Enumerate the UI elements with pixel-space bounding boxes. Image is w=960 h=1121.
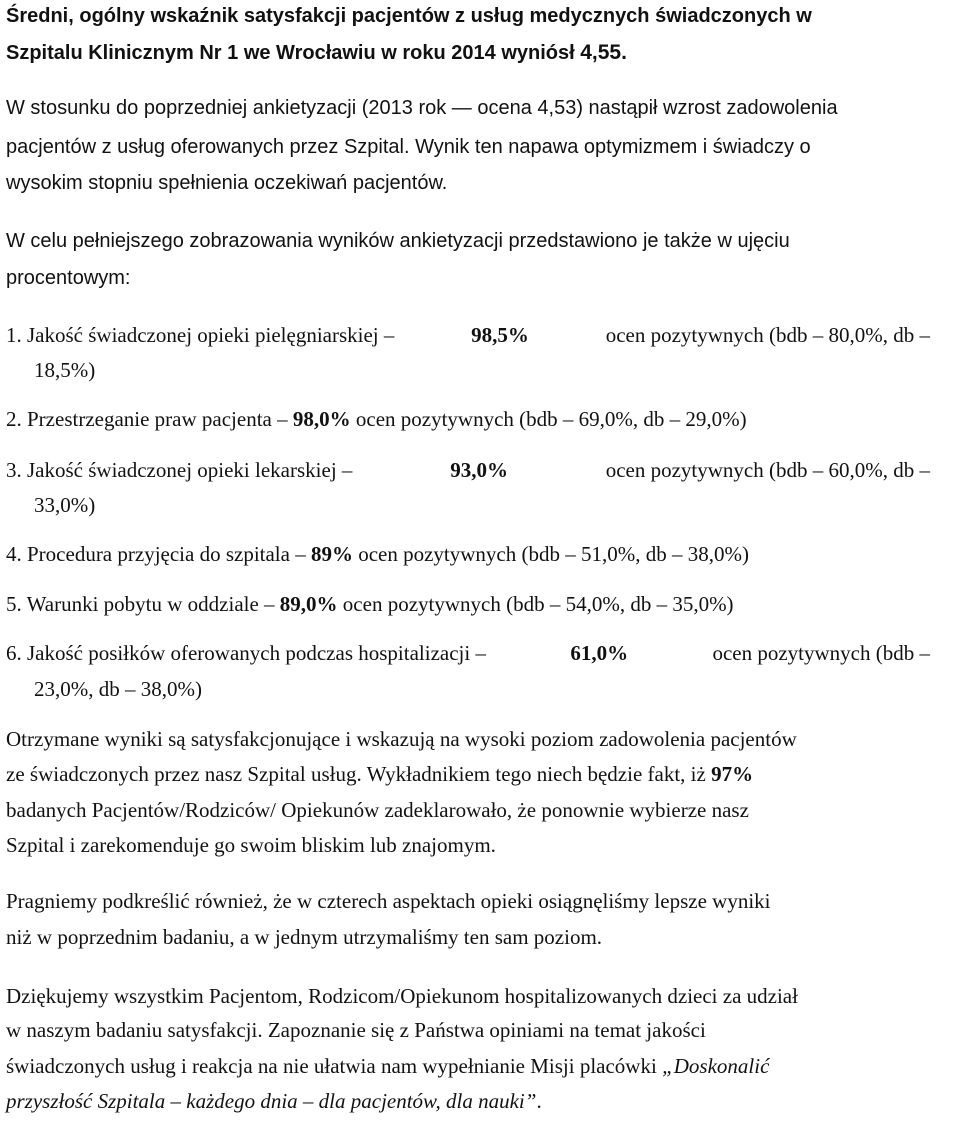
results-line-1: Otrzymane wyniki są satysfakcjonujące i wskazują na wysoki poziom zadowolenia pacjentów: [6, 727, 797, 751]
list-item-3-tail: ocen pozytywnych (bdb – 60,0%, db –: [605, 458, 930, 482]
list-item-6-value: 61,0%: [570, 641, 629, 665]
emphasis-line-1: Pragniemy podkreślić również, że w czterech aspektach opieki osiągnęliśmy lepsze wyniki: [6, 889, 771, 913]
list-item-6-continuation: 23,0%, db – 38,0%): [34, 677, 202, 701]
list-item-6: [6, 638, 930, 668]
thanks-line-3: [6, 1051, 769, 1081]
list-item-3-continuation: 33,0%): [34, 493, 96, 517]
list-item-4-value: 89%: [310, 542, 353, 566]
comparison-line-2: pacjentów z usług oferowanych przez Szpital. Wynik ten napawa optymizmem i świadczy o: [6, 136, 811, 158]
emphasis-line-2: niż w poprzednim badaniu, a w jednym utrzymaliśmy ten sam poziom.: [6, 925, 603, 949]
list-item-2-lead: 2. Przestrzeganie praw pacjenta –: [6, 407, 288, 431]
mission-quote-end: przyszłość Szpitala – każdego dnia – dla pacjentów, dla nauki”: [6, 1089, 537, 1113]
list-item-6-lead: 6. Jakość posiłków oferowanych podczas hospitalizacji –: [6, 641, 486, 665]
results-text: ze świadczonych przez nasz Szpital usług. Wykładnikiem tego niech będzie fakt, iż: [6, 762, 712, 786]
list-item-1-continuation: 18,5%): [34, 358, 96, 382]
list-item-1: [6, 320, 930, 350]
list-item-3-value: 93,0%: [450, 458, 508, 482]
final-period: .: [536, 1089, 542, 1113]
list-item-5-tail: ocen pozytywnych (bdb – 54,0%, db – 35,0%): [342, 592, 734, 616]
percent-intro-line-1: W celu pełniejszego zobrazowania wyników ankietyzacji przedstawiono je także w ujęciu: [6, 230, 790, 252]
list-item-1-value: 98,5%: [471, 323, 529, 347]
list-item-2-tail: ocen pozytywnych (bdb – 69,0%, db – 29,0%): [355, 407, 747, 431]
list-item-1-tail: ocen pozytywnych (bdb – 80,0%, db –: [605, 323, 930, 347]
thanks-line-2: w naszym badaniu satysfakcji. Zapoznanie się z Państwa opiniami na temat jakości: [6, 1018, 706, 1042]
list-item-4-tail: ocen pozytywnych (bdb – 51,0%, db – 38,0%): [358, 542, 749, 566]
recommend-percent: 97%: [711, 762, 754, 786]
thanks-line-4: [6, 1086, 542, 1116]
list-item-6-tail: ocen pozytywnych (bdb –: [712, 641, 930, 665]
results-line-4: Szpital i zarekomenduje go swoim bliskim lub znajomym.: [6, 833, 496, 857]
comparison-line-1: W stosunku do poprzedniej ankietyzacji (2013 rok — ocena 4,53) nastąpił wzrost zadowolenia: [6, 97, 838, 119]
results-line-3: badanych Pacjentów/Rodziców/ Opiekunów zadeklarowało, że ponownie wybierze nasz: [6, 798, 749, 822]
comparison-line-3: wysokim stopniu spełnienia oczekiwań pacjentów.: [6, 172, 448, 194]
list-item-2-value: 98,0%: [292, 407, 351, 431]
intro-line-2: [6, 38, 627, 68]
list-item-5: [6, 589, 734, 619]
list-item-4: [6, 539, 749, 569]
list-item-4-lead: 4. Procedura przyjęcia do szpitala –: [6, 542, 306, 566]
mission-quote-start: „Doskonalić: [662, 1054, 770, 1078]
list-item-5-lead: 5. Warunki pobytu w oddziale –: [6, 592, 275, 616]
list-item-1-lead: 1. Jakość świadczonej opieki pielęgniarskiej –: [6, 323, 395, 347]
list-item-2: [6, 404, 747, 434]
percent-intro-line-2: procentowym:: [6, 267, 131, 289]
overall-score: 4,55.: [580, 41, 627, 64]
thanks-text: świadczonych usług i reakcja na nie ułatwia nam wypełnianie Misji placówki: [6, 1054, 663, 1078]
thanks-line-1: Dziękujemy wszystkim Pacjentom, Rodzicom/Opiekunom hospitalizowanych dzieci za udział: [6, 984, 798, 1008]
results-line-2: [6, 759, 753, 789]
list-item-5-value: 89,0%: [279, 592, 338, 616]
list-item-3: [6, 455, 930, 485]
intro-line-1: Średni, ogólny wskaźnik satysfakcji pacjentów z usług medycznych świadczonych w: [6, 5, 812, 27]
list-item-3-lead: 3. Jakość świadczonej opieki lekarskiej –: [6, 458, 353, 482]
intro-text: Szpitalu Klinicznym Nr 1 we Wrocławiu w roku 2014 wyniósł: [6, 42, 581, 64]
